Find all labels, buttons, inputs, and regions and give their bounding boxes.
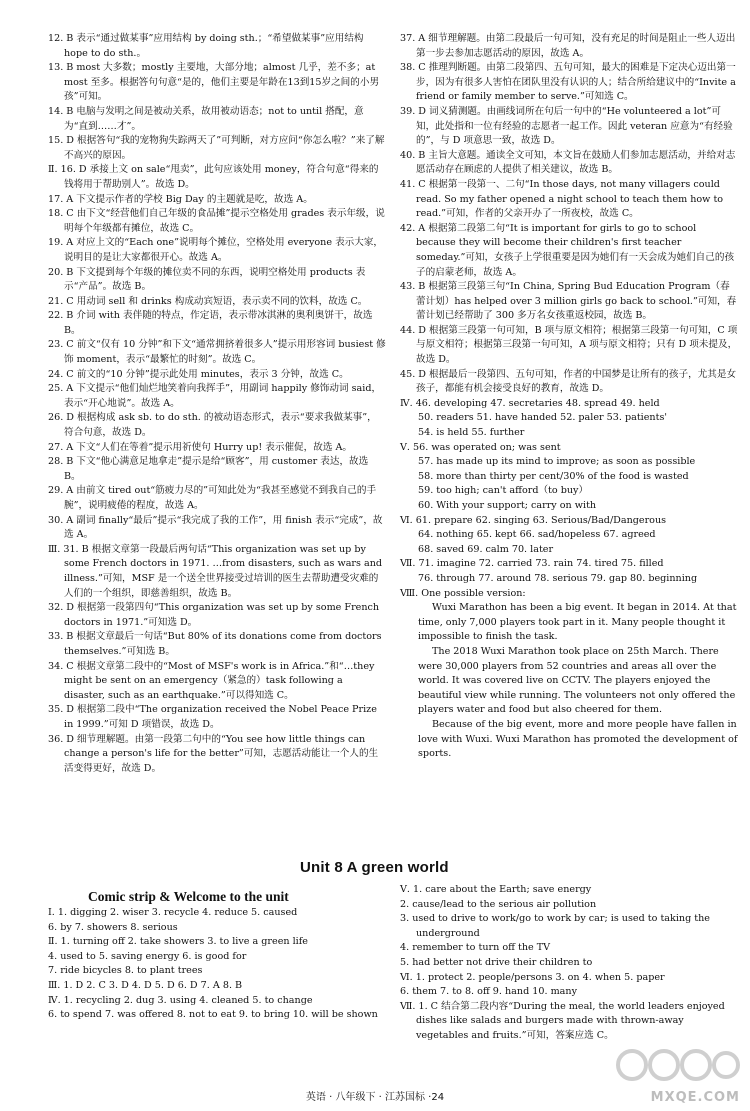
- answer-entry: 33. B 根据文章最后一句话“But 80% of its donations come from doctors themselves.”可知选 B。: [48, 631, 382, 657]
- answer-entry: 37. A 细节理解题。由第二段最后一句可知，没有充足的时间是阻止一些人迈出第一步去参加志愿活动的原因，故选 A。: [400, 33, 736, 59]
- section-iv-line: 54. is held 55. further: [418, 427, 525, 439]
- answer-entry: 40. B 主旨大意题。通读全文可知，本文旨在鼓励人们参加志愿活动，并给对志愿活动存在顾虑的人提供了相关建议，故选 B。: [400, 149, 736, 176]
- answer-line: 4. remember to turn off the TV: [400, 942, 551, 954]
- section-v-line: 56. was operated on; was sent: [413, 441, 561, 453]
- essay-paragraph: Because of the big event, more and more people have fallen in love with Wuxi. Wuxi Marathon has promoted the development of sports.: [418, 718, 738, 760]
- answer-line: 6. by 7. showers 8. serious: [48, 921, 178, 933]
- unit-title: Unit 8 A green world: [300, 859, 449, 876]
- section-iv-label: Ⅳ.: [400, 397, 413, 409]
- answer-entry: 41. C 根据第一段第一、二句“In those days, not many villagers could read. So my father opened a night school to teach them how to read.”可知，作者的父亲开办了一所夜校，故选 C。: [400, 178, 724, 220]
- right-answer-column: [400, 32, 738, 762]
- answer-line: 6. to spend 7. was offered 8. not to eat 9. to bring 10. will be shown: [48, 1009, 378, 1021]
- section-vii: [400, 557, 738, 586]
- section-v-line: 59. too high; can't afford（to buy）: [418, 485, 589, 497]
- answer-entry: 34. C 根据文章第二段中的“Most of MSF's work is in Africa.”和“…they might be sent on an emergency（紧急的）task following a disaster, such as an earthquake.”可以得知选 C。: [48, 660, 375, 701]
- section-v-line: 57. has made up its mind to improve; as soon as possible: [418, 456, 696, 468]
- section-vii-label: Ⅶ.: [400, 558, 416, 570]
- section-vi-line: 61. prepare 62. singing 63. Serious/Bad/Dangerous: [415, 514, 667, 526]
- answer-entry: 30. A 副词 finally“最后”提示“我完成了我的工作”，用 finish 表示“完成”，故选 A。: [48, 514, 383, 541]
- answer-line: 7. ride bicycles 8. to plant trees: [48, 965, 203, 977]
- section-viii: [400, 587, 738, 762]
- answer-entry: 35. D 根据第二段中“The organization received the Nobel Peace Prize in 1999.”可知 D 项错误，故选 D。: [48, 704, 377, 730]
- section-vii-line: 71. imagine 72. carried 73. rain 74. tired 75. filled: [418, 558, 664, 570]
- answer-entry: Ⅱ. 16. D 承接上文 on sale“甩卖”，此句应该处用 money，符合句意“得来的钱将用于帮助别人”。故选 D。: [48, 164, 379, 190]
- essay-paragraph: Wuxi Marathon has been a big event. It began in 2014. At that time, only 7,000 players took part in it. Many people thought it impossible to finish the task.: [418, 602, 737, 643]
- section-vi-line: 68. saved 69. calm 70. later: [418, 543, 554, 555]
- answer-entry: 39. D 词义猜测题。由画线词所在句后一句中的“He volunteered a lot”可知，此处指和一位有经验的志愿者一起工作。因此 veteran 应意为“有经验的”，与 D 项意思一致，故选 D。: [400, 105, 733, 147]
- answer-line: Ⅵ. 1. protect 2. people/persons 3. on 4. when 5. paper: [400, 971, 665, 983]
- answer-line: Ⅴ. 1. care about the Earth; save energy: [400, 884, 592, 895]
- answer-entry: 42. A 根据第二段第二句“It is important for girls to go to school because they will become their children's first teacher someday.”可知，女孩子上学很重要是因为她们有一天会成为她们自己的孩子的启蒙老师，故选 A。: [400, 222, 735, 278]
- answer-entry: 45. D 根据最后一段第四、五句可知，作者的中国梦是让所有的孩子，尤其是女孩子，都能有机会接受良好的教育，故选 D。: [400, 368, 737, 395]
- answer-entry: 12. B 表示“通过做某事”应用结构 by doing sth.；“希望做某事”应用结构 hope to do sth.。: [48, 33, 364, 59]
- answer-line: 4. used to 5. saving energy 6. is good for: [48, 950, 247, 962]
- bottom-left-answers: [48, 906, 386, 1023]
- section-vii-line: 76. through 77. around 78. serious 79. gap 80. beginning: [418, 572, 698, 584]
- answer-line: Ⅶ. 1. C 结合第二段内容“During the meal, the world leaders enjoyed dishes like salads and burgers made with thrown-away vegetables and fruits.”可知，答案应选 C。: [400, 1000, 725, 1041]
- answer-line: 5. had better not drive their children to: [400, 956, 593, 968]
- answer-entry: 38. C 推理判断题。由第二段第四、五句可知，最大的困难是下定决心迈出第一步，因为有很多人害怕在团队里没有认识的人；结合所给建议中的“Invite a friend or family member to serve.”可知选 C。: [400, 62, 736, 103]
- answer-entry: Ⅲ. 31. B 根据文章第一段最后两句话“This organization was set up by some French doctors in 1971. …from disasters, such as wars and illness.”可知，MSF 是一个送全世界接受过培训的医生去帮助遭受灾难的人们的一个组织，即慈善组织，故选 B。: [48, 543, 383, 599]
- bottom-right-answers: [400, 883, 738, 1044]
- answer-line: 3. used to drive to work/go to work by car; is used to taking the underground: [400, 913, 710, 939]
- answer-entry: 17. A 下文提示作者的学校 Big Day 的主题就是吃，故选 A。: [48, 193, 313, 205]
- answer-entry: 44. D 根据第三段第一句可知，B 项与原文相符；根据第三段第一句可知，C 项与原文相符；根据第三段第一句可知，A 项与原文相符；只有 D 项未提及，故选 D。: [400, 324, 738, 366]
- section-iv: [400, 397, 738, 441]
- page-footer: 英语 · 八年级下 · 江苏国标 ·24: [305, 1092, 445, 1103]
- answer-entry: 26. D 根据构成 ask sb. to do sth. 的被动语态形式，表示“要求我做某事”，符合句意，故选 D。: [48, 412, 377, 439]
- answer-line: 6. them 7. to 8. off 9. hand 10. many: [400, 986, 577, 998]
- answer-entry: 14. B 电脑与发明之间是被动关系，故用被动语态；not to until 搭配，意为“直到……才”。: [48, 105, 364, 132]
- essay-paragraph: The 2018 Wuxi Marathon took place on 25th March. There were 30,000 players from 52 countries and areas all over the world. It was covered live on CCTV. The players enjoyed the beautiful view while running. The volunteers not only offered the players water and food but also cheered for them.: [418, 645, 736, 716]
- answer-entry: 19. A 对应上文的“Each one”说明每个摊位，空格处用 everyone 表示大家，说明目的是让大家都很开心。故选 A。: [48, 237, 384, 263]
- section-iv-line: 50. readers 51. have handed 52. paler 53. patients': [418, 412, 668, 424]
- section-v-line: 58. more than thirty per cent/30% of the food is wasted: [418, 470, 689, 482]
- section-v-line: 60. With your support; carry on with: [418, 500, 597, 511]
- section-vi: [400, 514, 738, 558]
- section-vi-line: 64. nothing 65. kept 66. sad/hopeless 67. agreed: [418, 529, 656, 541]
- answer-entry: 15. D 根据答句“我的宠物狗失踪两天了”可判断，对方应问“你怎么啦？”来了解不高兴的原因。: [48, 135, 385, 161]
- section-iv-line: 46. developing 47. secretaries 48. spread 49. held: [415, 397, 660, 409]
- answer-line: 2. cause/lead to the serious air pollution: [400, 898, 597, 910]
- answer-entry: 28. B 下文“他心满意足地拿走”提示是给“顾客”，用 customer 表达，故选 B。: [48, 456, 369, 482]
- answer-line: Ⅳ. 1. recycling 2. dug 3. using 4. cleaned 5. to change: [48, 994, 313, 1006]
- left-answer-column: [48, 32, 386, 776]
- answer-line: Ⅲ. 1. D 2. C 3. D 4. D 5. D 6. D 7. A 8. B: [48, 979, 243, 991]
- answer-line: Ⅱ. 1. turning off 2. take showers 3. to live a green life: [48, 936, 308, 948]
- answer-entry: 23. C 前文“仅有 10 分钟”和下文“通常拥挤着很多人”提示用形容词 busiest 修饰 moment，表示“最繁忙的时刻”。故选 C。: [48, 339, 386, 366]
- answer-entry: 27. A 下文“人们在等着”提示用祈使句 Hurry up! 表示催促，故选 A。: [48, 441, 353, 453]
- answer-line: Ⅰ. 1. digging 2. wiser 3. recycle 4. reduce 5. caused: [48, 907, 298, 918]
- answer-entry: 25. A 下文提示“他们灿烂地笑着向我挥手”，用副词 happily 修饰动词 said，表示“开心地说”。故选 A。: [48, 383, 382, 409]
- section-viii-intro: One possible version:: [421, 587, 526, 599]
- section-title: Comic strip & Welcome to the unit: [88, 889, 289, 904]
- answer-entry: 36. D 细节理解题。由第一段第二句中的“You see how little things can change a person's life for the better”可知，志愿活动能让一个人的生活变得更好，故选 D。: [48, 733, 379, 774]
- answer-entry: 29. A 由前文 tired out“筋疲力尽的”可知此处为“我甚至感觉不到我自己的手腕”，说明疲倦的程度，故选 A。: [48, 485, 377, 511]
- answer-entry: 32. D 根据第一段第四句“This organization was set up by some French doctors in 1971.”可知选 D。: [48, 602, 380, 628]
- answer-entry: 22. B 介词 with 表伴随的特点，作定语，表示带冰淇淋的奥利奥饼干，故选 B。: [48, 310, 373, 336]
- answer-entry: 43. B 根据第三段第三句“In China, Spring Bud Education Program（春蕾计划）has helped over 3 million girls go back to school.”可知，春蕾计划已经帮助了 300 多万名女孩重返校园，故选 B。: [400, 281, 737, 322]
- answer-entry: 20. B 下文提到每个年级的摊位卖不同的东西，说明空格处用 products 表示“产品”。故选 B。: [48, 266, 366, 293]
- section-vi-label: Ⅵ.: [400, 514, 413, 526]
- right-entries: [400, 32, 738, 397]
- section-v-label: Ⅴ.: [400, 441, 410, 453]
- answer-entry: 21. C 用动词 sell 和 drinks 构成动宾短语，表示卖不同的饮料，故选 C。: [48, 295, 368, 307]
- watermark-text: MXQE.COM: [650, 1090, 740, 1105]
- section-v: [400, 441, 738, 514]
- answer-entry: 24. C 前文的“10 分钟”提示此处用 minutes，表示 3 分钟，故选 C。: [48, 368, 349, 380]
- section-viii-label: Ⅷ.: [400, 587, 419, 599]
- answer-entry: 13. B most 大多数；mostly 主要地，大部分地；almost 几乎，差不多；at most 至多。根据答句句意“是的，他们主要是年龄在13到15岁之间的小男孩”可知。: [48, 62, 380, 103]
- answer-entry: 18. C 由下文“经营他们自己年级的食品摊”提示空格处用 grades 表示年级，说明每个年级都有摊位，故选 C。: [48, 208, 385, 234]
